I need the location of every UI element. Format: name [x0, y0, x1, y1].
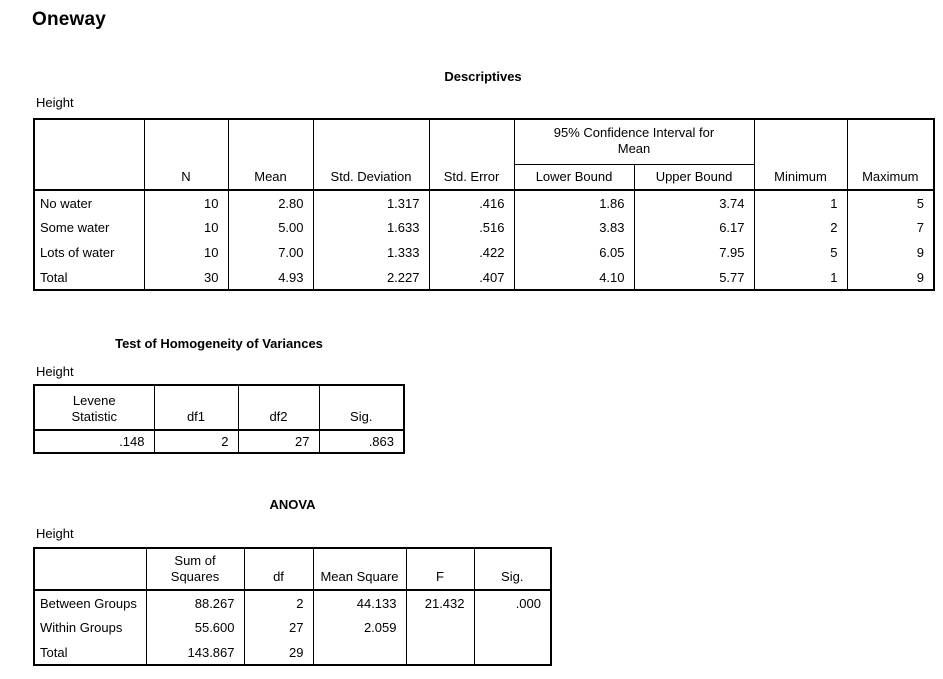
cell-df: 27 — [244, 615, 313, 640]
cell-lower-bound: 6.05 — [514, 240, 634, 265]
cell-sum-of-squares: 143.867 — [146, 640, 244, 665]
cell-n: 10 — [144, 215, 228, 240]
col-header-mean-square: Mean Square — [313, 548, 406, 590]
cell-lower-bound: 1.86 — [514, 190, 634, 215]
sum-of-squares-label: Sum of Squares — [170, 552, 220, 584]
col-header-maximum: Maximum — [847, 119, 934, 190]
col-header-sum-of-squares — [146, 548, 244, 590]
table-row — [34, 240, 934, 265]
corner-header-cell — [34, 119, 144, 190]
anova-table-title: ANOVA — [269, 497, 316, 512]
page-title: Oneway — [32, 9, 107, 30]
cell-maximum: 9 — [847, 265, 934, 290]
table-row — [34, 265, 934, 290]
ci-group-label: 95% Confidence Interval for Mean — [553, 124, 715, 156]
homogeneity-table — [33, 384, 405, 454]
col-header-minimum: Minimum — [754, 119, 847, 190]
corner-header-cell — [34, 548, 146, 590]
table-row — [34, 190, 934, 215]
cell-df: 29 — [244, 640, 313, 665]
row-label: No water — [40, 195, 93, 211]
cell-mean-square: 2.059 — [313, 615, 406, 640]
col-header-mean: Mean — [228, 119, 313, 190]
col-header-lower-bound: Lower Bound — [514, 164, 634, 190]
cell-f: 21.432 — [406, 590, 474, 615]
row-label: Some water — [40, 220, 110, 235]
cell-maximum: 7 — [847, 215, 934, 240]
row-label: Total — [40, 269, 68, 285]
levene-statistic-label: Levene Statistic — [71, 392, 117, 424]
col-header-f: F — [406, 548, 474, 590]
cell-mean: 4.93 — [228, 265, 313, 290]
cell-mean: 2.80 — [228, 190, 313, 215]
anova-variable-label: Height — [36, 526, 74, 541]
cell-mean: 5.00 — [228, 215, 313, 240]
col-header-df: df — [244, 548, 313, 590]
cell-df: 2 — [244, 590, 313, 615]
cell-df1: 2 — [154, 430, 238, 453]
cell-std-deviation: 1.633 — [313, 215, 429, 240]
col-header-n: N — [144, 119, 228, 190]
cell-std-error: .516 — [429, 215, 514, 240]
cell-n: 30 — [144, 265, 228, 290]
col-header-ci-group — [514, 119, 754, 164]
cell-sig — [474, 615, 551, 640]
col-header-upper-bound: Upper Bound — [634, 164, 754, 190]
cell-std-deviation: 1.317 — [313, 190, 429, 215]
homogeneity-table-title: Test of Homogeneity of Variances — [115, 336, 323, 351]
anova-table — [33, 547, 552, 666]
cell-std-deviation: 1.333 — [313, 240, 429, 265]
cell-f — [406, 615, 474, 640]
cell-minimum: 2 — [754, 215, 847, 240]
col-header-sig: Sig. — [474, 548, 551, 590]
cell-minimum: 1 — [754, 265, 847, 290]
cell-upper-bound: 3.74 — [634, 190, 754, 215]
cell-upper-bound: 5.77 — [634, 265, 754, 290]
col-header-std-deviation: Std. Deviation — [313, 119, 429, 190]
col-header-std-error: Std. Error — [429, 119, 514, 190]
col-header-df1: df1 — [154, 385, 238, 430]
table-row — [34, 615, 551, 640]
col-header-sig: Sig. — [319, 385, 404, 430]
cell-sum-of-squares: 88.267 — [146, 590, 244, 615]
row-label: Within Groups — [40, 620, 123, 635]
col-header-df2: df2 — [238, 385, 319, 430]
descriptives-table-title: Descriptives — [444, 69, 522, 84]
cell-n: 10 — [144, 240, 228, 265]
table-row — [34, 640, 551, 665]
cell-upper-bound: 7.95 — [634, 240, 754, 265]
cell-df2: 27 — [238, 430, 319, 453]
row-label: Between Groups — [40, 595, 137, 611]
cell-sig — [474, 640, 551, 665]
cell-minimum: 1 — [754, 190, 847, 215]
cell-minimum: 5 — [754, 240, 847, 265]
cell-lower-bound: 4.10 — [514, 265, 634, 290]
table-row — [34, 430, 404, 453]
cell-std-error: .422 — [429, 240, 514, 265]
cell-mean-square — [313, 640, 406, 665]
cell-mean: 7.00 — [228, 240, 313, 265]
table-row — [34, 215, 934, 240]
cell-std-error: .416 — [429, 190, 514, 215]
cell-sum-of-squares: 55.600 — [146, 615, 244, 640]
col-header-levene-statistic — [34, 385, 154, 430]
row-label: Total — [40, 644, 68, 660]
cell-std-error: .407 — [429, 265, 514, 290]
cell-maximum: 5 — [847, 190, 934, 215]
cell-f — [406, 640, 474, 665]
cell-std-deviation: 2.227 — [313, 265, 429, 290]
table-row — [34, 590, 551, 615]
cell-levene-statistic: .148 — [119, 434, 145, 449]
descriptives-table — [33, 118, 935, 291]
descriptives-variable-label: Height — [36, 95, 74, 110]
cell-upper-bound: 6.17 — [634, 215, 754, 240]
cell-maximum: 9 — [847, 240, 934, 265]
cell-mean-square: 44.133 — [313, 590, 406, 615]
cell-n: 10 — [144, 190, 228, 215]
cell-sig: .000 — [474, 590, 551, 615]
row-label: Lots of water — [40, 245, 115, 260]
homogeneity-variable-label: Height — [36, 364, 74, 379]
cell-lower-bound: 3.83 — [514, 215, 634, 240]
cell-sig: .863 — [319, 430, 404, 453]
